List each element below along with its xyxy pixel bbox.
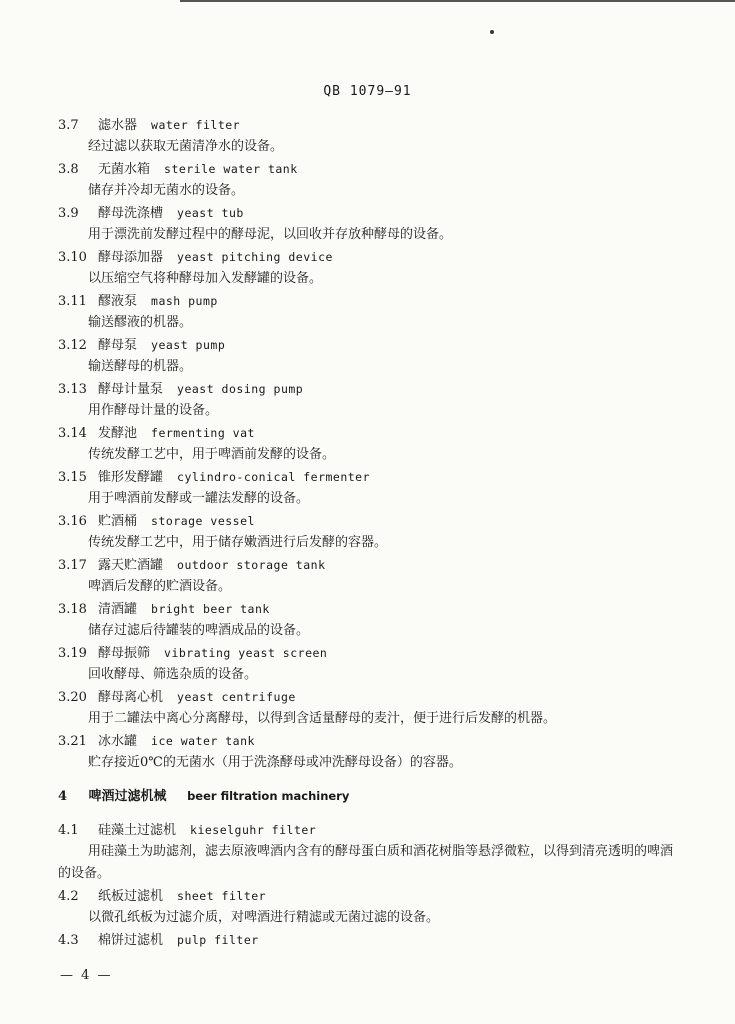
term-definition: 回收酵母、筛选杂质的设备。	[88, 667, 258, 682]
term-name-en: kieselguhr filter	[190, 823, 317, 837]
term-list-section4	[58, 819, 678, 951]
section-number: 4	[58, 789, 68, 804]
term-line	[58, 510, 678, 532]
term-line	[58, 290, 678, 312]
term-name-en: yeast tub	[177, 206, 244, 220]
term-name-en: sheet filter	[177, 889, 267, 903]
term-number: 3.13	[58, 382, 87, 397]
term-name-zh: 无菌水箱	[98, 162, 151, 177]
term-line	[58, 885, 678, 907]
document-body	[58, 114, 678, 951]
term-number: 3.15	[58, 470, 87, 485]
standard-code-header: QB 1079—91	[323, 84, 412, 99]
term-entry	[58, 598, 678, 642]
term-line	[58, 422, 678, 444]
term-line	[58, 730, 678, 752]
term-entry	[58, 686, 678, 730]
term-name-zh: 锥形发酵罐	[98, 470, 164, 485]
term-definition: 用作酵母计量的设备。	[88, 403, 219, 418]
term-number: 3.16	[58, 514, 87, 529]
term-line	[58, 246, 678, 268]
term-name-en: pulp filter	[177, 933, 259, 947]
term-line	[58, 202, 678, 224]
page-number: — 4 —	[60, 968, 113, 983]
term-number: 3.14	[58, 426, 87, 441]
term-number: 4.1	[58, 823, 79, 838]
term-entry	[58, 819, 678, 885]
term-line	[58, 158, 678, 180]
term-definition: 用硅藻土为助滤剂，滤去原液啤酒内含有的酵母蛋白质和酒花树脂等悬浮微粒，以得到清亮透明的啤酒的设备。	[58, 844, 674, 881]
section-title-zh: 啤酒过滤机械	[88, 789, 167, 804]
term-name-en: fermenting vat	[151, 426, 255, 440]
section-heading	[58, 785, 678, 808]
term-name-zh: 酵母泵	[98, 338, 138, 353]
term-name-zh: 冰水罐	[98, 734, 138, 749]
term-name-en: vibrating yeast screen	[164, 646, 328, 660]
term-number: 3.9	[58, 206, 79, 221]
term-name-zh: 醪液泵	[98, 294, 138, 309]
term-definition: 用于二罐法中离心分离酵母，以得到含适量酵母的麦汁，便于进行后发酵的机器。	[88, 711, 557, 726]
term-name-en: yeast dosing pump	[177, 382, 304, 396]
term-entry	[58, 114, 678, 158]
term-entry	[58, 246, 678, 290]
term-definition: 传统发酵工艺中，用于啤酒前发酵的设备。	[88, 447, 336, 462]
term-line	[58, 598, 678, 620]
term-name-zh: 酵母计量泵	[98, 382, 164, 397]
term-name-zh: 发酵池	[98, 426, 138, 441]
term-name-zh: 纸板过滤机	[98, 889, 164, 904]
term-list	[58, 114, 678, 774]
term-definition: 用于漂洗前发酵过程中的酵母泥，以回收并存放种酵母的设备。	[88, 227, 453, 242]
term-definition: 以微孔纸板为过滤介质，对啤酒进行精滤或无菌过滤的设备。	[88, 910, 440, 925]
term-number: 3.10	[58, 250, 87, 265]
term-name-en: sterile water tank	[164, 162, 298, 176]
term-number: 3.7	[58, 118, 79, 133]
term-entry	[58, 378, 678, 422]
term-definition: 以压缩空气将种酵母加入发酵罐的设备。	[88, 271, 323, 286]
term-line	[58, 466, 678, 488]
term-name-en: ice water tank	[151, 734, 255, 748]
term-number: 3.11	[58, 294, 87, 309]
term-entry	[58, 929, 678, 951]
term-line	[58, 378, 678, 400]
term-name-en: yeast pump	[151, 338, 226, 352]
term-number: 4.2	[58, 889, 79, 904]
term-entry	[58, 510, 678, 554]
term-entry	[58, 422, 678, 466]
term-name-en: bright beer tank	[151, 602, 270, 616]
term-number: 3.19	[58, 646, 87, 661]
term-line	[58, 642, 678, 664]
term-name-zh: 酵母添加器	[98, 250, 164, 265]
term-name-zh: 酵母振筛	[98, 646, 151, 661]
term-name-en: water filter	[151, 118, 241, 132]
term-line	[58, 334, 678, 356]
term-number: 3.18	[58, 602, 87, 617]
term-entry	[58, 730, 678, 774]
term-name-en: outdoor storage tank	[177, 558, 326, 572]
scan-top-border	[180, 0, 735, 2]
term-name-en: cylindro-conical fermenter	[177, 470, 371, 484]
term-name-en: storage vessel	[151, 514, 255, 528]
term-name-zh: 棉饼过滤机	[98, 933, 164, 948]
term-definition: 输送醪液的机器。	[88, 315, 193, 330]
term-name-zh: 清酒罐	[98, 602, 138, 617]
term-name-zh: 滤水器	[98, 118, 138, 133]
term-entry	[58, 202, 678, 246]
term-number: 3.21	[58, 734, 87, 749]
term-entry	[58, 885, 678, 929]
scan-speck	[490, 30, 494, 34]
term-entry	[58, 334, 678, 378]
term-definition: 用于啤酒前发酵或一罐法发酵的设备。	[88, 491, 310, 506]
term-entry	[58, 554, 678, 598]
term-definition: 啤酒后发酵的贮酒设备。	[88, 579, 232, 594]
term-entry	[58, 290, 678, 334]
section-title-en: beer filtration machinery	[187, 789, 350, 803]
term-definition: 储存过滤后待罐装的啤酒成品的设备。	[88, 623, 310, 638]
term-name-zh: 硅藻土过滤机	[98, 823, 177, 838]
term-number: 3.8	[58, 162, 79, 177]
term-line	[58, 686, 678, 708]
term-number: 3.17	[58, 558, 87, 573]
term-name-en: yeast pitching device	[177, 250, 333, 264]
term-line	[58, 929, 678, 951]
term-definition: 传统发酵工艺中，用于储存嫩酒进行后发酵的容器。	[88, 535, 388, 550]
term-line	[58, 114, 678, 136]
term-entry	[58, 158, 678, 202]
term-name-en: yeast centrifuge	[177, 690, 296, 704]
term-definition: 储存并冷却无菌水的设备。	[88, 183, 245, 198]
term-number: 3.20	[58, 690, 87, 705]
term-entry	[58, 642, 678, 686]
term-name-zh: 酵母离心机	[98, 690, 164, 705]
term-number: 4.3	[58, 933, 79, 948]
term-entry	[58, 466, 678, 510]
term-name-en: mash pump	[151, 294, 218, 308]
term-name-zh: 露天贮酒罐	[98, 558, 164, 573]
term-definition: 贮存接近0℃的无菌水（用于洗涤酵母或冲洗酵母设备）的容器。	[88, 755, 462, 770]
term-definition: 经过滤以获取无菌清净水的设备。	[88, 139, 284, 154]
term-name-zh: 酵母洗涤槽	[98, 206, 164, 221]
term-line	[58, 819, 678, 841]
term-line	[58, 554, 678, 576]
term-number: 3.12	[58, 338, 87, 353]
term-definition: 输送酵母的机器。	[88, 359, 193, 374]
term-name-zh: 贮酒桶	[98, 514, 138, 529]
